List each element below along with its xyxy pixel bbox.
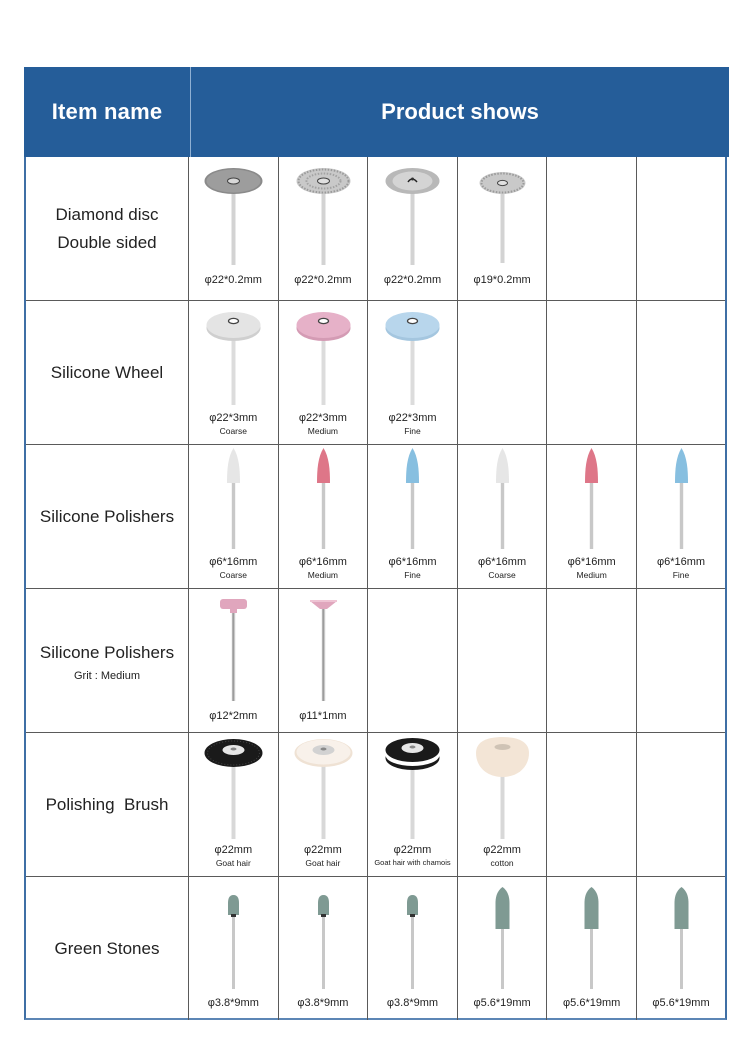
empty-cell (547, 589, 637, 732)
product-cell (458, 445, 548, 588)
product-cell (189, 157, 279, 300)
diamond-disc-center-icon (368, 157, 457, 267)
table-row-silicone-wheel (26, 301, 725, 445)
product-grade: Fine (672, 570, 690, 580)
product-cell (279, 445, 369, 588)
bullet-polisher-blue-icon (368, 445, 457, 555)
product-cell (458, 877, 548, 1020)
product-spec: φ22*0.2mm (294, 274, 352, 286)
product-cell (279, 589, 369, 732)
item-name: Silicone Wheel (50, 362, 164, 382)
product-spec: φ6*16mm (478, 556, 527, 568)
product-cell (189, 445, 279, 588)
table-header (24, 67, 729, 157)
product-cell (189, 301, 279, 444)
product-spec: φ22mm (393, 844, 432, 856)
product-grade: Coarse (219, 570, 247, 580)
diamond-disc-mesh-icon (279, 157, 368, 267)
product-spec: φ22*3mm (388, 412, 437, 424)
cup-polisher-pink-icon (279, 589, 368, 699)
item-name: Polishing Brush (45, 794, 169, 814)
product-spec: φ5.6*19mm (473, 997, 531, 1009)
item-name-line2: Double sided (57, 232, 157, 252)
item-name: Green Stones (54, 938, 160, 958)
empty-cell (637, 301, 725, 444)
header-item-name: Item name (24, 67, 191, 157)
product-cell (368, 445, 458, 588)
product-cell (189, 733, 279, 876)
cotton-buff-icon (458, 733, 547, 843)
product-cell (279, 301, 369, 444)
green-stone-large-icon (637, 877, 725, 987)
product-spec: φ6*16mm (388, 556, 437, 568)
product-spec: φ22*0.2mm (204, 274, 262, 286)
product-cell (279, 733, 369, 876)
product-cell (368, 157, 458, 300)
item-name-cell (26, 877, 189, 1020)
table-row-green-stones (26, 877, 725, 1020)
empty-cell (637, 589, 725, 732)
green-stone-large-icon (547, 877, 636, 987)
product-cell (547, 445, 637, 588)
silicone-wheel-white-icon (189, 301, 278, 411)
product-grade: Fine (404, 570, 421, 580)
product-cell (368, 301, 458, 444)
product-cell (458, 157, 548, 300)
item-name: Silicone Polishers (39, 506, 175, 526)
product-cell (189, 877, 279, 1020)
item-name-cell (26, 301, 189, 444)
empty-cell (368, 589, 458, 732)
bullet-polisher-white-icon (189, 445, 278, 555)
product-spec: φ19*0.2mm (473, 274, 531, 286)
diamond-disc-small-icon (458, 157, 547, 267)
green-stone-small-icon (279, 877, 368, 987)
empty-cell (637, 733, 725, 876)
product-cell (189, 589, 279, 732)
product-grade: Medium (576, 570, 607, 580)
white-brush-icon (279, 733, 368, 843)
black-brush-icon (189, 733, 278, 843)
flat-polisher-pink-icon (189, 589, 278, 699)
item-grit-label: Grit : Medium (73, 669, 140, 682)
silicone-wheel-pink-icon (279, 301, 368, 411)
product-spec: φ3.8*9mm (207, 997, 259, 1009)
product-cell (279, 157, 369, 300)
table-row-diamond-disc (26, 157, 725, 301)
table-row-silicone-polishers (26, 445, 725, 589)
table-row-silicone-polishers-medium (26, 589, 725, 733)
item-name-cell (26, 733, 189, 876)
item-name-cell (26, 157, 189, 300)
product-cell (368, 877, 458, 1020)
header-product-shows: Product shows (381, 99, 539, 124)
product-spec: φ5.6*19mm (563, 997, 621, 1009)
product-grade: cotton (490, 858, 514, 868)
product-spec: φ11*1mm (299, 710, 347, 722)
product-cell (458, 733, 548, 876)
green-stone-small-icon (189, 877, 278, 987)
product-spec: φ12*2mm (209, 710, 258, 722)
product-spec: φ22mm (214, 844, 253, 856)
product-spec: φ6*16mm (656, 556, 706, 568)
table-body (26, 157, 725, 1020)
bullet-polisher-blue-icon (637, 445, 725, 555)
green-stone-small-icon (368, 877, 457, 987)
bullet-polisher-white-icon (458, 445, 547, 555)
product-grade: Medium (307, 426, 338, 436)
product-spec: φ6*16mm (567, 556, 616, 568)
product-spec: φ22*0.2mm (383, 274, 442, 286)
product-spec: φ22mm (304, 844, 342, 856)
product-cell (547, 877, 637, 1020)
product-grade: Coarse (488, 570, 516, 580)
bullet-polisher-pink-icon (279, 445, 368, 555)
empty-cell (547, 733, 637, 876)
product-cell (637, 877, 725, 1020)
empty-cell (547, 157, 637, 300)
item-name-cell (26, 445, 189, 588)
empty-cell (458, 589, 548, 732)
product-spec: φ22mm (483, 844, 521, 856)
diamond-disc-icon (189, 157, 278, 267)
product-spec: φ6*16mm (298, 556, 347, 568)
bullet-polisher-pink-icon (547, 445, 636, 555)
product-spec: φ3.8*9mm (297, 997, 349, 1009)
product-cell (368, 733, 458, 876)
empty-cell (637, 157, 725, 300)
table-row-polishing-brush (26, 733, 725, 877)
product-spec: φ5.6*19mm (652, 997, 710, 1009)
product-spec: φ3.8*9mm (386, 997, 439, 1009)
product-grade: Fine (404, 426, 421, 436)
product-cell (637, 445, 725, 588)
item-name-cell (26, 589, 189, 732)
product-grade: Goat hair with chamois (374, 858, 451, 867)
product-grade: Medium (307, 570, 338, 580)
silicone-wheel-blue-icon (368, 301, 457, 411)
product-table (24, 67, 727, 1020)
product-spec: φ22*3mm (209, 412, 258, 424)
item-name: Silicone Polishers (39, 642, 175, 662)
chamois-brush-icon (368, 733, 457, 843)
product-grade: Goat hair (215, 858, 251, 868)
green-stone-large-icon (458, 877, 547, 987)
product-grade: Coarse (219, 426, 247, 436)
empty-cell (458, 301, 548, 444)
empty-cell (547, 301, 637, 444)
item-name: Diamond disc (55, 204, 159, 224)
product-spec: φ6*16mm (209, 556, 258, 568)
product-spec: φ22*3mm (298, 412, 347, 424)
product-grade: Goat hair (305, 858, 341, 868)
product-cell (279, 877, 369, 1020)
